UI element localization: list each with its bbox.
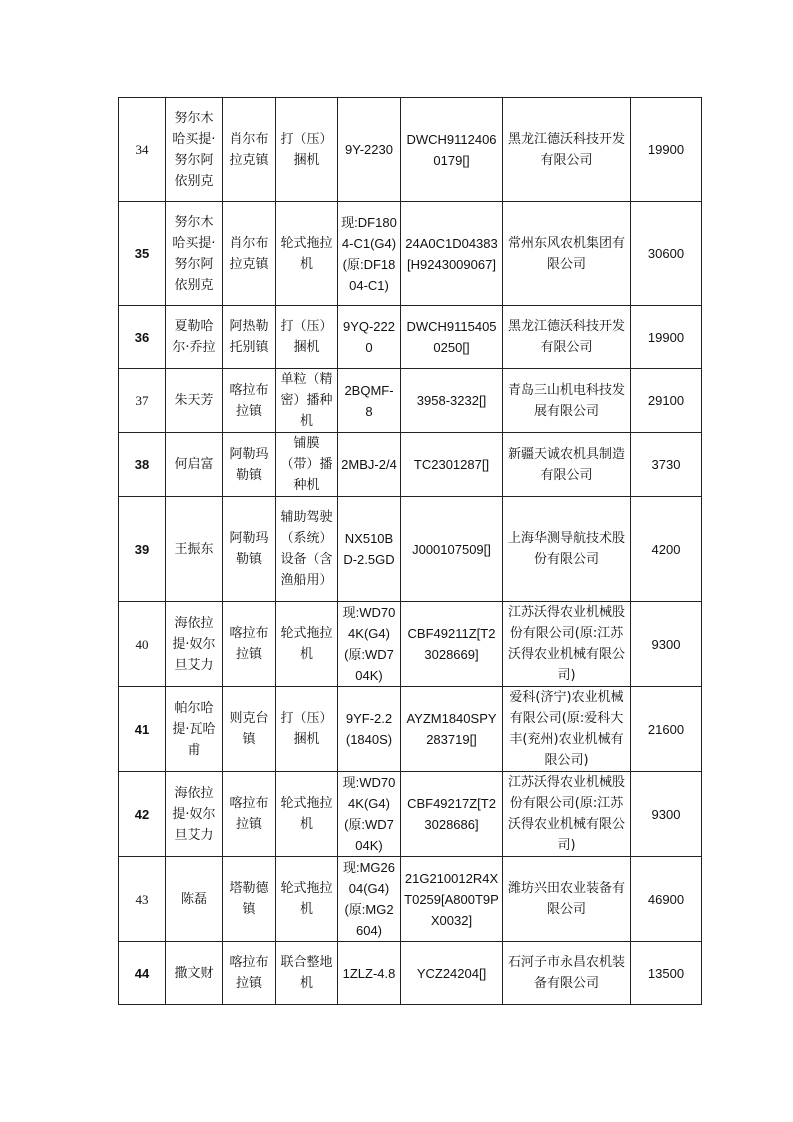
row-number: 34 bbox=[119, 98, 166, 202]
subsidy-amount: 29100 bbox=[631, 369, 702, 433]
owner-name: 帕尔哈提·瓦哈甫 bbox=[166, 687, 223, 772]
serial-number: 3958-3232[] bbox=[401, 369, 503, 433]
machine-type: 轮式拖拉机 bbox=[276, 857, 338, 942]
subsidy-amount: 3730 bbox=[631, 433, 702, 497]
table-body bbox=[119, 98, 702, 1005]
machine-model: 1ZLZ-4.8 bbox=[338, 942, 401, 1005]
row-number: 42 bbox=[119, 772, 166, 857]
table-row bbox=[119, 369, 702, 433]
town-name: 喀拉布拉镇 bbox=[223, 369, 276, 433]
row-number: 43 bbox=[119, 857, 166, 942]
town-name: 阿勒玛勒镇 bbox=[223, 433, 276, 497]
row-number: 41 bbox=[119, 687, 166, 772]
table-row bbox=[119, 497, 702, 602]
owner-name: 陈磊 bbox=[166, 857, 223, 942]
manufacturer: 江苏沃得农业机械股份有限公司(原:江苏沃得农业机械有限公司) bbox=[503, 772, 631, 857]
manufacturer: 上海华测导航技术股份有限公司 bbox=[503, 497, 631, 602]
subsidy-amount: 13500 bbox=[631, 942, 702, 1005]
machine-model: 现:WD704K(G4)(原:WD704K) bbox=[338, 772, 401, 857]
town-name: 阿热勒托别镇 bbox=[223, 306, 276, 369]
machine-model: NX510BD-2.5GD bbox=[338, 497, 401, 602]
serial-number: DWCH91154050250[] bbox=[401, 306, 503, 369]
row-number: 39 bbox=[119, 497, 166, 602]
serial-number: CBF49211Z[T23028669] bbox=[401, 602, 503, 687]
subsidy-amount: 46900 bbox=[631, 857, 702, 942]
machine-model: 现:WD704K(G4)(原:WD704K) bbox=[338, 602, 401, 687]
owner-name: 王振东 bbox=[166, 497, 223, 602]
manufacturer: 黑龙江德沃科技开发有限公司 bbox=[503, 306, 631, 369]
manufacturer: 黑龙江德沃科技开发有限公司 bbox=[503, 98, 631, 202]
serial-number: DWCH91124060179[] bbox=[401, 98, 503, 202]
serial-number: YCZ24204[] bbox=[401, 942, 503, 1005]
subsidy-amount: 19900 bbox=[631, 306, 702, 369]
subsidy-amount: 30600 bbox=[631, 202, 702, 306]
manufacturer: 新疆天诚农机具制造有限公司 bbox=[503, 433, 631, 497]
row-number: 44 bbox=[119, 942, 166, 1005]
machine-model: 9Y-2230 bbox=[338, 98, 401, 202]
row-number: 38 bbox=[119, 433, 166, 497]
table-row bbox=[119, 202, 702, 306]
serial-number: AYZM1840SPY283719[] bbox=[401, 687, 503, 772]
machine-model: 2BQMF-8 bbox=[338, 369, 401, 433]
manufacturer: 爱科(济宁)农业机械有限公司(原:爱科大丰(兖州)农业机械有限公司) bbox=[503, 687, 631, 772]
machine-model: 9YF-2.2(1840S) bbox=[338, 687, 401, 772]
machine-type: 打（压）捆机 bbox=[276, 687, 338, 772]
table-row bbox=[119, 433, 702, 497]
serial-number: TC2301287[] bbox=[401, 433, 503, 497]
subsidy-amount: 19900 bbox=[631, 98, 702, 202]
machine-model: 9YQ-2220 bbox=[338, 306, 401, 369]
manufacturer: 常州东风农机集团有限公司 bbox=[503, 202, 631, 306]
town-name: 肖尔布拉克镇 bbox=[223, 202, 276, 306]
town-name: 塔勒德镇 bbox=[223, 857, 276, 942]
subsidy-amount: 4200 bbox=[631, 497, 702, 602]
machine-type: 辅助驾驶（系统）设备（含渔船用） bbox=[276, 497, 338, 602]
table-row bbox=[119, 857, 702, 942]
row-number: 40 bbox=[119, 602, 166, 687]
town-name: 喀拉布拉镇 bbox=[223, 942, 276, 1005]
machine-type: 轮式拖拉机 bbox=[276, 202, 338, 306]
machine-type: 单粒（精密）播种机 bbox=[276, 369, 338, 433]
table-row bbox=[119, 942, 702, 1005]
owner-name: 努尔木哈买提·努尔阿依别克 bbox=[166, 98, 223, 202]
row-number: 36 bbox=[119, 306, 166, 369]
row-number: 35 bbox=[119, 202, 166, 306]
owner-name: 夏勒哈尔·乔拉 bbox=[166, 306, 223, 369]
serial-number: J000107509[] bbox=[401, 497, 503, 602]
subsidy-amount: 9300 bbox=[631, 772, 702, 857]
machine-type: 打（压）捆机 bbox=[276, 98, 338, 202]
town-name: 喀拉布拉镇 bbox=[223, 772, 276, 857]
manufacturer: 江苏沃得农业机械股份有限公司(原:江苏沃得农业机械有限公司) bbox=[503, 602, 631, 687]
owner-name: 海依拉提·奴尔旦艾力 bbox=[166, 772, 223, 857]
subsidy-table bbox=[118, 97, 702, 1005]
machine-type: 轮式拖拉机 bbox=[276, 602, 338, 687]
machine-model: 2MBJ-2/4 bbox=[338, 433, 401, 497]
table-row bbox=[119, 602, 702, 687]
town-name: 喀拉布拉镇 bbox=[223, 602, 276, 687]
serial-number: 24A0C1D04383[H9243009067] bbox=[401, 202, 503, 306]
machine-model: 现:DF1804-C1(G4)(原:DF1804-C1) bbox=[338, 202, 401, 306]
manufacturer: 潍坊兴田农业装备有限公司 bbox=[503, 857, 631, 942]
owner-name: 海依拉提·奴尔旦艾力 bbox=[166, 602, 223, 687]
row-number: 37 bbox=[119, 369, 166, 433]
owner-name: 努尔木哈买提·努尔阿依别克 bbox=[166, 202, 223, 306]
table-row bbox=[119, 772, 702, 857]
table-row bbox=[119, 306, 702, 369]
manufacturer: 青岛三山机电科技发展有限公司 bbox=[503, 369, 631, 433]
machine-type: 联合整地机 bbox=[276, 942, 338, 1005]
owner-name: 撒文财 bbox=[166, 942, 223, 1005]
serial-number: CBF49217Z[T23028686] bbox=[401, 772, 503, 857]
serial-number: 21G210012R4XT0259[A800T9PX0032] bbox=[401, 857, 503, 942]
town-name: 阿勒玛勒镇 bbox=[223, 497, 276, 602]
subsidy-amount: 21600 bbox=[631, 687, 702, 772]
table-row bbox=[119, 687, 702, 772]
subsidy-amount: 9300 bbox=[631, 602, 702, 687]
owner-name: 何启富 bbox=[166, 433, 223, 497]
machine-model: 现:MG2604(G4)(原:MG2604) bbox=[338, 857, 401, 942]
machine-type: 铺膜（带）播种机 bbox=[276, 433, 338, 497]
machine-type: 打（压）捆机 bbox=[276, 306, 338, 369]
town-name: 则克台镇 bbox=[223, 687, 276, 772]
machine-type: 轮式拖拉机 bbox=[276, 772, 338, 857]
table-row bbox=[119, 98, 702, 202]
manufacturer: 石河子市永昌农机装备有限公司 bbox=[503, 942, 631, 1005]
owner-name: 朱天芳 bbox=[166, 369, 223, 433]
town-name: 肖尔布拉克镇 bbox=[223, 98, 276, 202]
